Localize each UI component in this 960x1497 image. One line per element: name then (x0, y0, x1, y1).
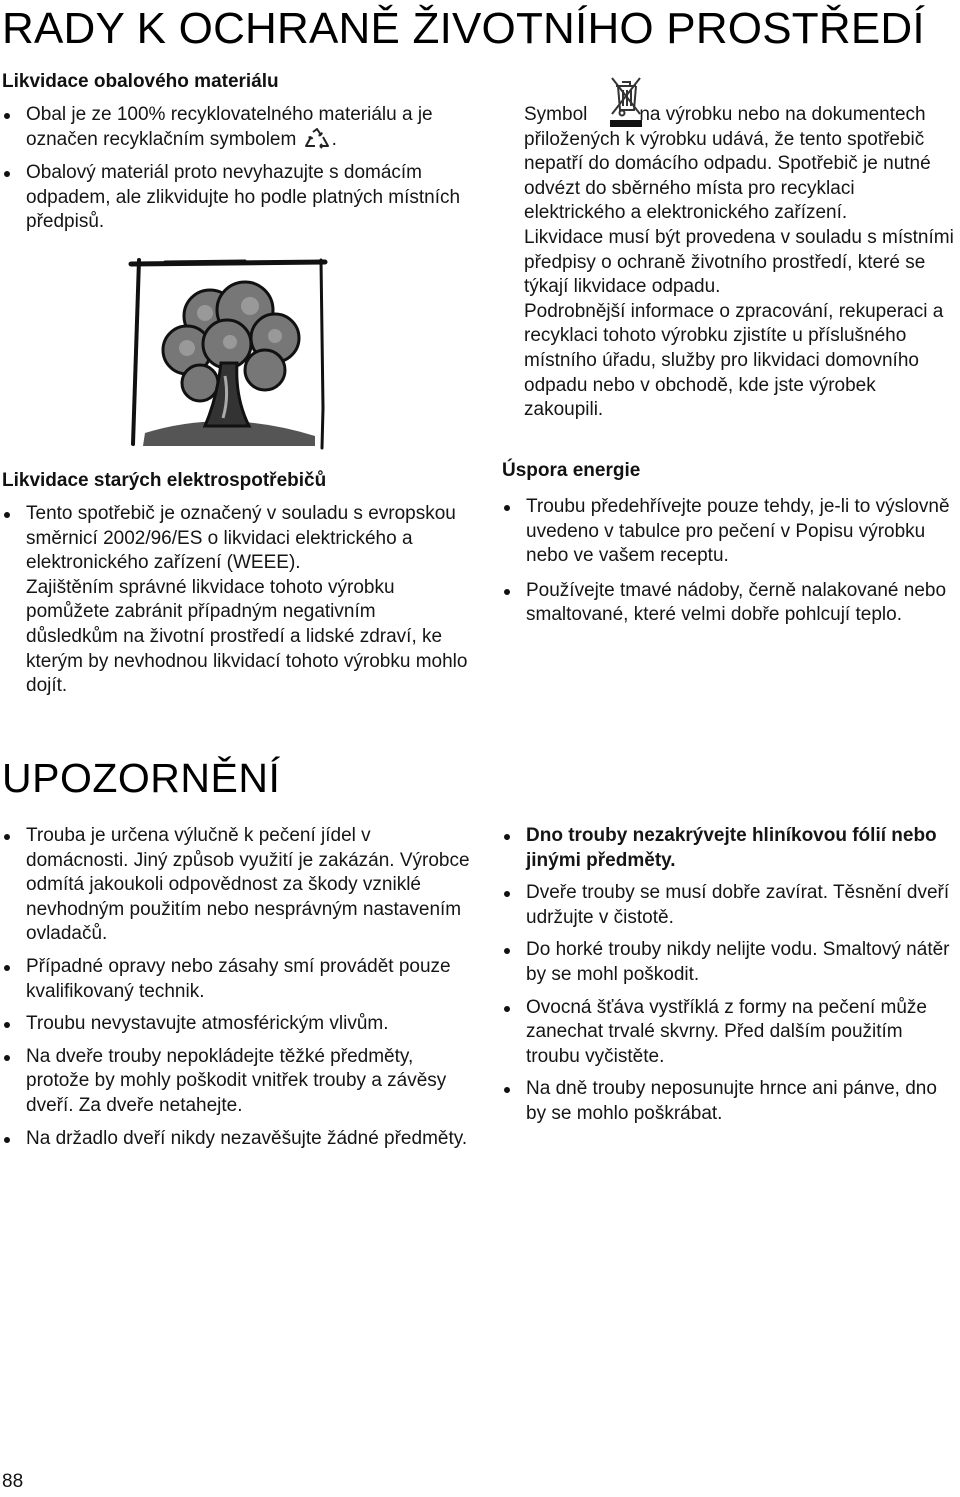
warning-right-3: Do horké trouby nikdy nelijte vodu. Smaltový nátěr by se mohl poškodit. (526, 939, 950, 985)
energy-item-2: Používejte tmavé nádoby, černě nalakované nebo smaltované, které velmi dobře pohlcují teplo. (526, 579, 947, 626)
packaging-item-1-text: Obal je ze 100% recyklovatelného materiálu a je označen recyklačním symbolem (26, 104, 433, 150)
appliances-paragraph-1: Tento spotřebič je označený v souladu s evropskou směrnicí 2002/96/ES o likvidaci elektrického a elektronického zařízení (WEEE). (26, 503, 456, 574)
packaging-heading: Likvidace obalového materiálu (2, 71, 279, 92)
warning-left-3: Troubu nevystavujte atmosférickým vlivům. (26, 1013, 389, 1035)
warning-right-5: Na dně trouby neposunujte hrnce ani pánve, dno by se mohlo poškrábat. (526, 1078, 937, 1124)
symbol-text-start: Symbol (524, 104, 588, 125)
list-item (2, 1045, 472, 1119)
warning-left-5: Na držadlo dveří nikdy nezavěšujte žádné předměty. (26, 1127, 468, 1149)
list-item (2, 502, 472, 699)
packaging-list (2, 103, 472, 235)
list-item (2, 1127, 472, 1152)
tree-illustration (125, 258, 335, 450)
symbol-text-body: na výrobku nebo na dokumentech přiložených k výrobku udává, že tento spotřebič nepatří do domácího odpadu. Spotřebič je nutné odvézt do sběrného místa pro recyklaci elektrického a elektronického zařízení. (524, 104, 931, 224)
list-item (502, 824, 958, 873)
list-item (502, 996, 958, 1070)
energy-list (502, 495, 958, 628)
recycle-icon (304, 128, 330, 158)
warning-right-2: Dveře trouby se musí dobře zavírat. Těsnění dveří udržujte v čistotě. (526, 882, 950, 928)
energy-heading: Úspora energie (502, 460, 641, 481)
symbol-text-paragraph-3: Podrobnější informace o zpracování, rekuperaci a recyklaci tohoto výrobku zjistíte u příslušného místního úřadu, služby pro likvidaci domovního odpadu nebo v obchodě, kde jste výrobek zakoupili. (524, 300, 944, 421)
warnings-left-list (2, 824, 472, 1151)
list-item (2, 1012, 472, 1037)
warning-right-1: Dno trouby nezakrývejte hliníkovou fólií nebo jinými předměty. (526, 825, 937, 871)
warnings-right-list (502, 824, 958, 1127)
list-item (502, 938, 958, 987)
appliances-list (2, 502, 472, 699)
packaging-item-1-end: . (331, 128, 337, 150)
energy-item-1: Troubu předehřívejte pouze tehdy, je-li to výslovně uvedeno v tabulce pro pečení v Popisu výrobku nebo ve vašem receptu. (526, 496, 950, 567)
list-item (502, 495, 958, 569)
appliances-paragraph-2: Zajištěním správné likvidace tohoto výrobku pomůžete zabránit případným negativním důsledkům na životní prostředí a lidské zdraví, ke kterým by nevhodnou likvidací tohoto výrobku mohlo dojít. (26, 576, 468, 697)
appliances-heading: Likvidace starých elektrospotřebičů (2, 470, 327, 491)
warning-right-4: Ovocná šťáva vystříklá z formy na pečení může zanechat trvalé skvrny. Před dalším použitím troubu vyčistěte. (526, 996, 928, 1067)
list-item (2, 103, 472, 157)
warnings-heading: UPOZORNĚNÍ (2, 755, 281, 801)
weee-symbol-text (524, 103, 956, 423)
warning-left-2: Případné opravy nebo zásahy smí provádět pouze kvalifikovaný technik. (26, 955, 451, 1002)
warning-left-1: Trouba je určena výlučně k pečení jídel v domácnosti. Jiný způsob využití je zakázán. Výrobce odmítá jakoukoli odpovědnost za škody vzniklé nevhodným použitím nebo nesprávným nastavením ovladačů. (26, 825, 470, 945)
page-title: RADY K OCHRANĚ ŽIVOTNÍHO PROSTŘEDÍ (2, 4, 925, 53)
list-item (502, 1077, 958, 1126)
symbol-text-paragraph-2: Likvidace musí být provedena v souladu s místními předpisy o ochraně životního prostředí, které se týkají likvidace odpadu. (524, 226, 954, 298)
list-item (2, 161, 472, 235)
packaging-item-2-text: Obalový materiál proto nevyhazujte s domácím odpadem, ale zlikvidujte ho podle platných místních předpisů. (26, 162, 461, 233)
list-item (502, 881, 958, 930)
page-number: 88 (2, 1471, 24, 1492)
list-item (2, 955, 472, 1004)
list-item (2, 824, 472, 947)
warning-left-4: Na dveře trouby nepokládejte těžké předměty, protože by mohly poškodit vnitřek trouby a závěsy dveří. Za dveře netahejte. (26, 1045, 447, 1116)
list-item (502, 579, 958, 628)
